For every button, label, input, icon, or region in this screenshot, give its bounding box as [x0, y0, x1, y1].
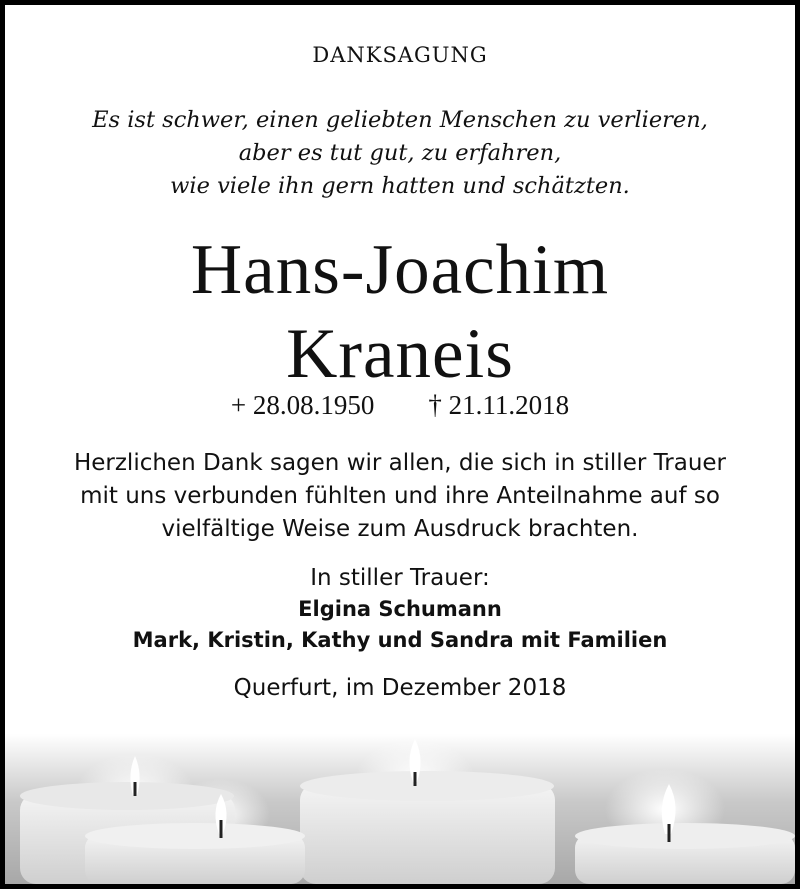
deceased-last-name: Kraneis: [286, 315, 514, 393]
thanks-line: vielfältige Weise zum Ausdruck brachten.: [161, 516, 639, 542]
death-date: † 21.11.2018: [428, 390, 570, 420]
heading: DANKSAGUNG: [312, 43, 488, 67]
thanks-line: Herzlichen Dank sagen wir allen, die sich in stiller Trauer: [73, 450, 727, 476]
mourner-name: Elgina Schumann: [298, 597, 502, 621]
deceased-first-name: Hans-Joachim: [190, 231, 610, 309]
mourner-name: Mark, Kristin, Kathy und Sandra mit Familien: [132, 628, 668, 652]
mourners-intro: In stiller Trauer:: [310, 565, 490, 591]
birth-date: + 28.08.1950: [230, 390, 375, 420]
quote-line: Es ist schwer, einen geliebten Menschen zu verlieren,: [92, 107, 708, 133]
quote-line: wie viele ihn gern hatten und schätzten.: [170, 173, 630, 199]
thanks-line: mit uns verbunden fühlten und ihre Anteilnahme auf so: [80, 483, 720, 509]
life-dates: [5, 390, 795, 421]
place-date: Querfurt, im Dezember 2018: [233, 675, 567, 701]
candles-illustration: [5, 734, 795, 884]
quote-line: aber es tut gut, zu erfahren,: [238, 140, 562, 166]
